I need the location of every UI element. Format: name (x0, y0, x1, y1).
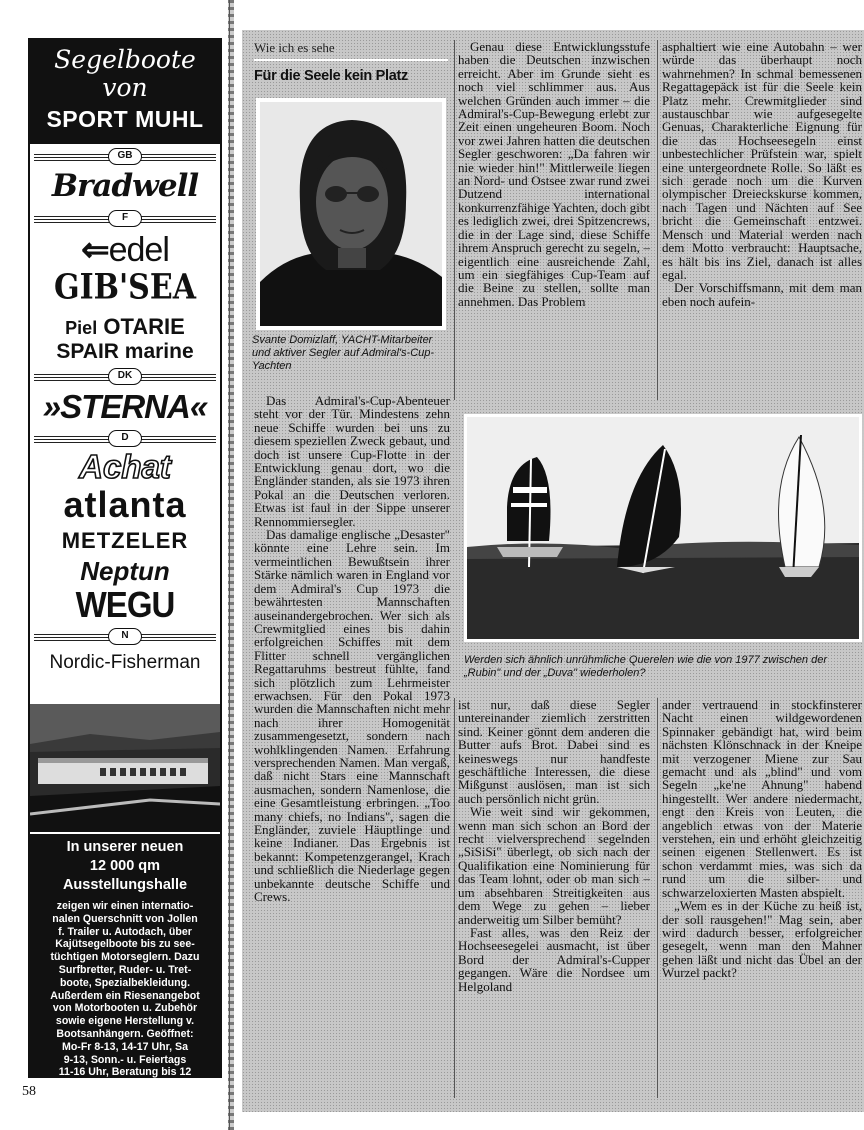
brand-spair-marine: SPAIR marine (56, 340, 194, 363)
article-panel (242, 30, 864, 1112)
paragraph: ander vertrauend in stockfinsterer Nacht einen wildgewordenen Spinnaker gebändigt hat, wird beim nächsten Klönschnack in der Kneipe mit verzogener Miene zur Sau gemacht und als „blind" und vom Segeln „ke'ne Ahnung" habend hingestellt. Wer andere niedermacht, engt den Kreis von Leuten, die angeblich etwas von der Materie verstehen, ein und erhöht gleichzeitig seinen eigenen Stellenwert. Es ist schon verdammt mies, was sich da rund um die silber- und schwarzeloxierten Masten abspielt. (662, 697, 862, 900)
paragraph: ist nur, daß diese Segler untereinander ziemlich zerstritten sind. Keiner gönnt dem anderen die Butter aufs Brot. Dabei sind es keineswegs nur handfeste geschäftliche Interessen, die diese Mißgunst auslösen, man ist sich auch persönlich nicht grün. (458, 697, 650, 806)
paragraph: Wie weit sind wir gekommen, wenn man sich schon an Bord der recht vielversprechend segelnden „SiSiSi" überlegt, ob sich nach der Qualifikation eine Nominierung für das Team lohnt, oder ob man sich – um absehbaren Streitigkeiten aus dem Wege zu gehen – lieber anderweitig um Silber bemüht? (458, 804, 650, 927)
kicker-rule (254, 59, 448, 61)
advert-header (30, 40, 220, 144)
country-badge-gb: GB (34, 148, 216, 166)
paragraph: Der Vorschiffsmann, mit dem man eben noch aufein- (662, 280, 862, 309)
article-headline: Für die Seele kein Platz (254, 68, 408, 84)
hall-line-1: In unserer neuen (66, 839, 184, 855)
sailboats-image (467, 417, 859, 639)
brand-wegu: WEGU (75, 584, 175, 625)
brand-bradwell: Bradwell (51, 168, 199, 204)
gutter-line (229, 0, 230, 1130)
advert-body: zeigen wir einen internatio- nalen Querschnitt von Jollen f. Trailer u. Autodach, über Kajütsegelboote bis zu see- tüchtigen Motorseglern. Dazu Surfbretter, Ruder- u. Tret- boote, Spezialbekleidung. Außerdem ein Riesenangebot von Motorbooten u. Zubehör sowie eigene Herstellung v. Bootsanhängern. Geöffnet: Mo-Fr 8-13, 14-17 Uhr, Sa 9-13, Sonn.- u. Feiertags 11-16 Uhr, Beratung bis 12 Uhr. 3510 Hann.-Münden, Industriegebiet 7 (50, 900, 200, 1104)
brand-metzeler: METZELER (61, 528, 189, 553)
country-badge-f: F (34, 210, 216, 228)
page-number: 58 (22, 1084, 36, 1099)
brand-edel: ⇐edel (81, 231, 169, 269)
column-2-bottom (458, 698, 650, 993)
author-portrait (256, 98, 446, 330)
article-kicker: Wie ich es sehe (254, 40, 335, 55)
photo-caption: Werden sich ähnlich unrühmliche Querelen wie die von 1977 zwischen der „Rubin" und der „Duva" wiederholen? (464, 654, 827, 679)
brand-otarie: Piel OTARIE (65, 314, 185, 339)
advert-shop-name: SPORT MUHL (46, 106, 204, 132)
brand-atlanta: atlanta (63, 484, 187, 525)
column-rule (657, 698, 658, 1098)
column-rule (454, 40, 455, 400)
paragraph: Genau diese Entwicklungsstufe haben die Deutschen inzwischen erreicht. Aber im Grunde sieht es noch viel schlimmer aus. Aus welchen Gründen auch immer – die Admiral's-Cup-Bewegung erlebt zur Zeit einen ungeheuren Boom. Noch vor zwei Jahren hatten die deutschen Segler geschworen: „Da fahren wir nie wieder hin!" Mittlerweile liegen an Nord- und Ostsee zwar rund zwei Dutzend international konkurrenzfähige Yachten, doch gibt es lediglich zwei, drei Spitzencrews, die in der Lage sind, diese Schiffe ihrem Anspruch gerecht zu segeln, – eigentlich eine ausreichende Zahl, um ein siegfähiges Cup-Team auf die Beine zu stellen, sollte man annehmen. Das Problem (458, 39, 650, 309)
hall-line-2: 12 000 qm (89, 858, 161, 874)
column-2-top (458, 40, 650, 308)
sport-muhl-advert (28, 38, 222, 1117)
brand-achat: Achat (79, 448, 171, 485)
brand-list (30, 144, 220, 698)
advert-headline-von: von (102, 73, 148, 102)
advert-headline-segelboote: Segelboote (54, 45, 196, 74)
advert-phone: T. 05541/80 45, Telex 965 825 (54, 1105, 196, 1117)
country-badge-n: N (34, 628, 216, 646)
paragraph: asphaltiert wie eine Autobahn – wer würde das überhaupt noch wahrnehmen? In schmal bemessenen Regattagepäck ist für die Seele kein Platz mehr. Crewmitglieder sind austauschbar wie aufgesegelte Genuas, Charakterliche Eignung für die das Hochseesegeln einst unbestechlicher Prüfstein war, spielt eine untergeordnete Rolle. So läßt es sich gerade noch um die Kurven olympischer Dreieckskurse kommen, nach Tagen und Nächten auf See bricht die Gemeinschaft entzwei. Mensch und Material werden nach dem Motto verbraucht: Hauptsache, es hält bis ins Ziel, danach ist alles egal. (662, 39, 862, 282)
brand-neptun: Neptun (80, 556, 170, 586)
country-badge-dk: DK (34, 368, 216, 386)
brand-sterna: »STERNA« (42, 388, 208, 425)
brand-nordic-fisherman: Nordic-Fisherman (49, 652, 201, 673)
country-badge-d: D (34, 430, 216, 448)
regatta-photo (464, 414, 862, 642)
portrait-image (260, 102, 442, 326)
column-3-top (662, 40, 862, 308)
column-rule (454, 698, 455, 1098)
column-1 (254, 394, 450, 903)
paragraph: „Wem es in der Küche zu heiß ist, der soll rausgehen!" Mag sein, aber wird dadurch besser, erfolgreicher gesegelt, wenn man den Mahner gehen läßt und nicht das Übel an der Wurzel packt? (662, 898, 862, 981)
brand-gibsea: GIB'SEA (53, 267, 196, 308)
paragraph: Das Admiral's-Cup-Abenteuer steht vor der Tür. Mindestens zehn neue Schiffe wurden bei uns zu diesem speziellen Zweck gebaut, und doch ist unsere Cup-Flotte in der Entwicklung genau dort, wo die Engländer standen, als sie 1973 ihren Pokal an die Deutschen verloren. Etwas ist faul in der Sippe unserer Rennommiersegler. (254, 393, 450, 529)
advert-info-box (30, 834, 220, 1117)
column-rule (657, 40, 658, 400)
portrait-caption: Svante Domizlaff, YACHT-Mitarbeiter und aktiver Segler auf Admiral's-Cup-Yachten (252, 334, 435, 372)
paragraph: Fast alles, was den Reiz der Hochseesegelei ausmacht, ist über Bord der Admiral's-Cupper gegangen. Wäre die Nordsee um Helgoland (458, 924, 650, 994)
column-3-bottom (662, 698, 862, 980)
paragraph: Das damalige englische „Desaster" könnte eine Lehre sein. Im vermeintlichen Bewußtsein ihrer Stärke nämlich waren in England vor dem Admiral's Cup 1973 die bewährtesten Mannschaften auseinandergebrochen. Wer sich als Crewmitglied eines bis dahin erfolgreichen Schiffes mit dem Flitter schnell vergänglichen Regattaruhms bestreut fühlte, fand sich plötzlich zum Lehrmeister erwachsen. Für den Pokal 1973 wurden die Mannschaften nicht mehr nach ihrer Homogenität zusammengesetzt, sondern nach wohlklingenden Namen. Erfahrung versprechenden Namen. Man vergaß, daß nicht Stars eine Mannschaft ausmachen, sondern Namenlose, die eine Gesamtleistung erbringen. „Too many chiefs, no Indians", sagen die Engländer, zuviele Häuptlinge und keine Indianer. Das Ergebnis ist bekannt: Kompetenzgerangel, Krach und schließlich die Niederlage gegen unbekannte deutsche Schiffe und Crews. (254, 527, 450, 905)
exhibition-hall-photo (30, 704, 220, 832)
hall-line-3: Ausstellungshalle (62, 877, 188, 893)
